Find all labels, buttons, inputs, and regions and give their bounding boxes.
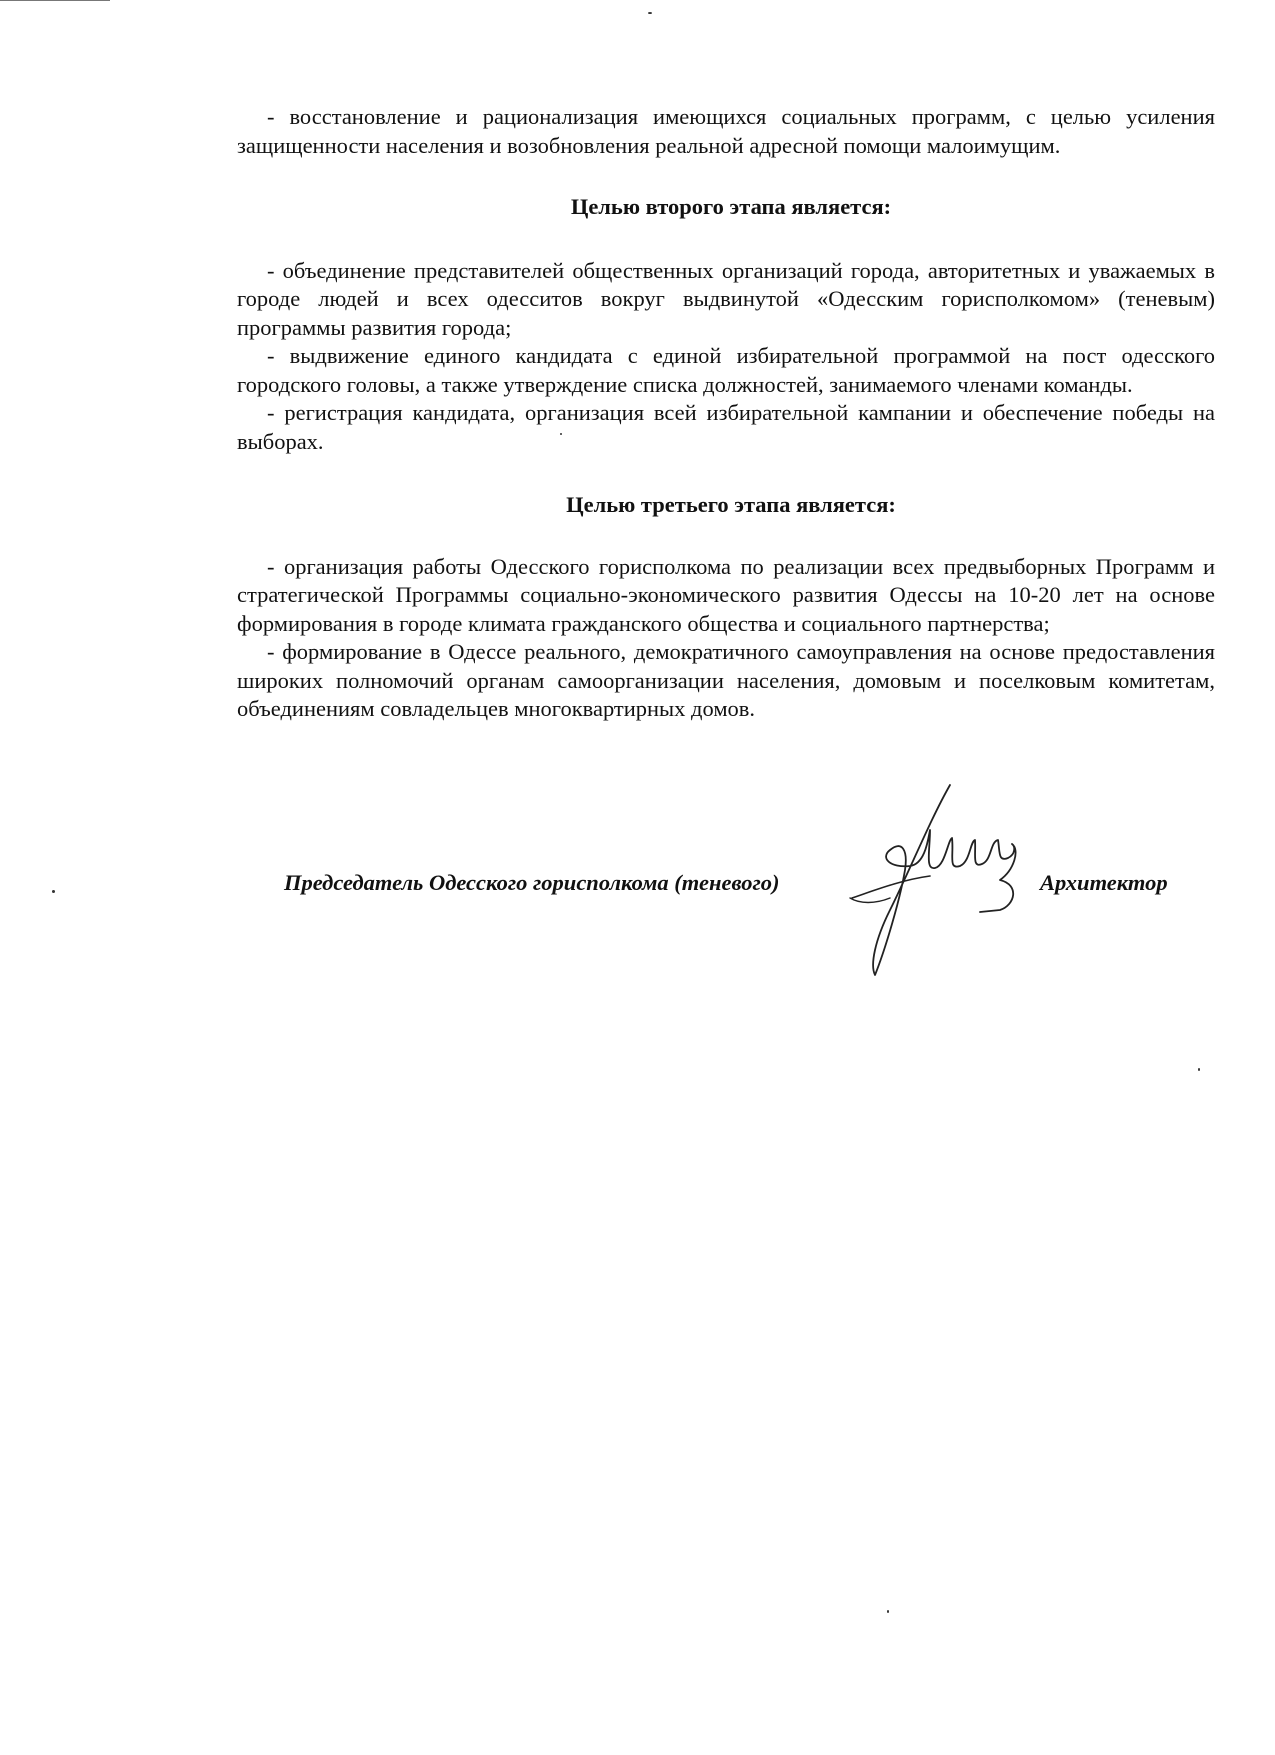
stage3-item: - организация работы Одесского горисполкома по реализации всех предвыборных Программ и стратегической Программы социально-экономического развития Одессы на 10-20 лет на основе формирования в городе климата гражданского общества и социального партнерства; [237,553,1215,636]
scan-speck [648,12,652,14]
handwritten-signature [830,780,1050,990]
stage2-item: - выдвижение единого кандидата с единой избирательной программой на пост одесского городского головы, а также утверждение списка должностей, занимаемого членами команды. [237,343,1215,397]
scan-edge-line [0,0,110,1]
scan-speck [1198,1068,1200,1071]
stage3-heading: Целью третьего этапа является: [566,492,896,517]
stage2-heading: Целью второго этапа является: [570,194,892,219]
stage3-item: - формирование в Одессе реального, демократичного самоуправления на основе предоставления широких полномочий органам самоорганизации населения, домовым и поселковым комитетам, объединениям совладельцев многоквартирных домов. [237,639,1215,721]
intro-bullet: - восстановление и рационализация имеющихся социальных программ, с целью усиления защищенности населения и возобновления реальной адресной помощи малоимущим. [237,104,1215,158]
signatory-title: Председатель Одесского горисполкома (теневого) [284,870,780,895]
signatory-name: Архитектор [1040,870,1168,895]
scan-speck [52,890,55,893]
stage2-item: - объединение представителей общественных организаций города, авторитетных и уважаемых в городе людей и всех одесситов вокруг выдвинутой «Одесским горисполкомом» (теневым) программы развития города; [237,257,1215,340]
scan-speck [887,1610,889,1613]
stage2-item: - регистрация кандидата, организация всей избирательной кампании и обеспечение победы на выборах. [237,400,1215,454]
document-body [237,103,1215,724]
scan-speck [560,433,562,435]
